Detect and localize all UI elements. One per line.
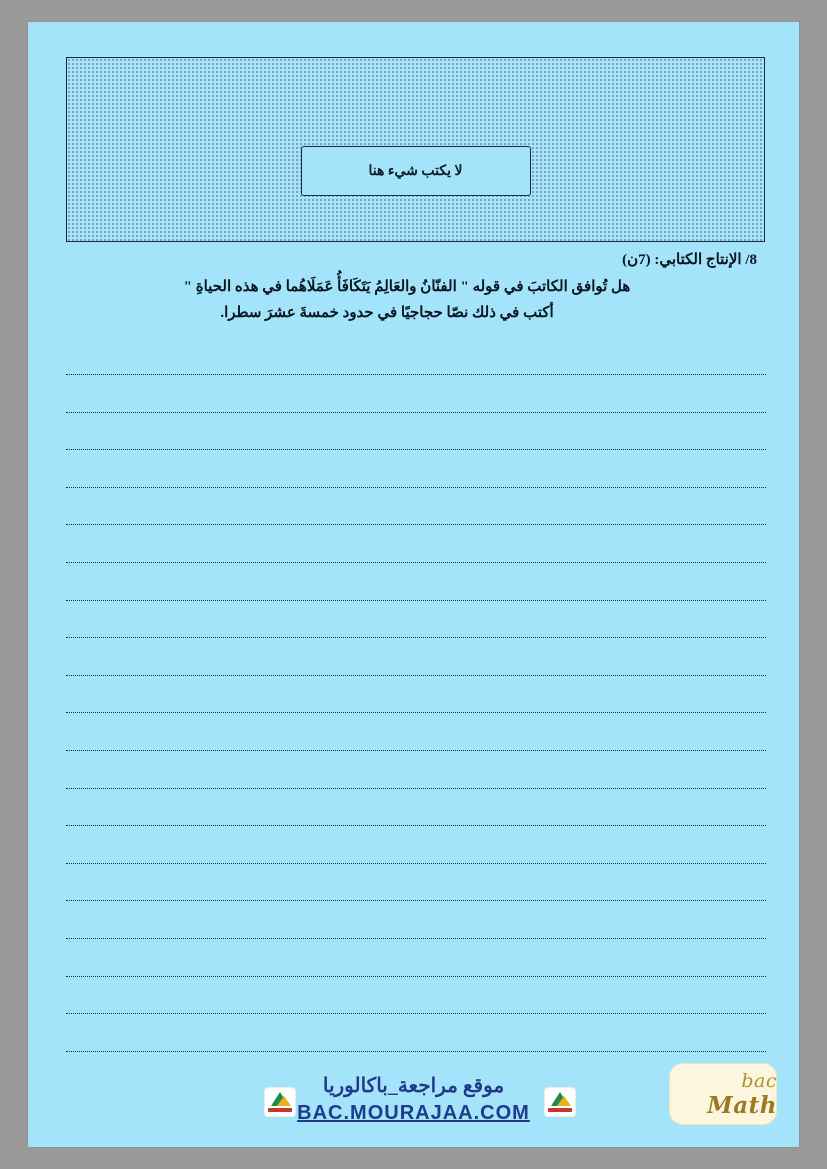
footer-site-title: موقع مراجعة_باكالوريا — [322, 1075, 505, 1097]
answer-line[interactable] — [66, 1013, 766, 1014]
answer-line[interactable] — [66, 637, 766, 638]
answer-line[interactable] — [66, 374, 766, 375]
answer-line[interactable] — [66, 712, 766, 713]
page-fold-mark — [66, 57, 81, 71]
answer-line[interactable] — [66, 900, 766, 901]
no-write-label: لا يكتب شيء هنا — [368, 163, 463, 179]
badge-prefix: bac — [741, 1069, 777, 1092]
answer-line[interactable] — [66, 750, 766, 751]
question-prompt-line-1: هل تُوافق الكاتبَ في قوله " الفنّانُ والعَالِمُ يَتَكَافَأُ عَمَلَاهُما في هذه الحياةِ " — [183, 279, 631, 295]
badge-main: Math — [707, 1091, 777, 1119]
no-write-hatched-area — [66, 57, 765, 242]
question-prompt-line-2: أكتب في ذلك نصّا حجاجيًا في حدود خمسةَ عشرَ سطرا. — [220, 304, 554, 321]
answer-line[interactable] — [66, 524, 766, 525]
answer-line[interactable] — [66, 788, 766, 789]
answer-line[interactable] — [66, 600, 766, 601]
answer-line[interactable] — [66, 562, 766, 563]
footer-branding — [204, 1073, 624, 1125]
no-write-notice-box — [301, 146, 531, 196]
answer-line[interactable] — [66, 412, 766, 413]
answer-line[interactable] — [66, 938, 766, 939]
page-footer — [28, 1047, 799, 1139]
answer-line[interactable] — [66, 825, 766, 826]
bac-math-badge — [669, 1063, 777, 1125]
answer-line[interactable] — [66, 487, 766, 488]
exam-paper — [28, 22, 799, 1147]
answer-line[interactable] — [66, 675, 766, 676]
footer-site-url[interactable]: BAC.MOURAJAA.COM — [297, 1102, 530, 1124]
question-heading: 8/ الإنتاج الكتابي: (7ن) — [622, 252, 757, 268]
question-block — [57, 250, 757, 326]
answer-line[interactable] — [66, 976, 766, 977]
answer-line[interactable] — [66, 449, 766, 450]
answer-line[interactable] — [66, 863, 766, 864]
answer-lines — [66, 374, 766, 1088]
